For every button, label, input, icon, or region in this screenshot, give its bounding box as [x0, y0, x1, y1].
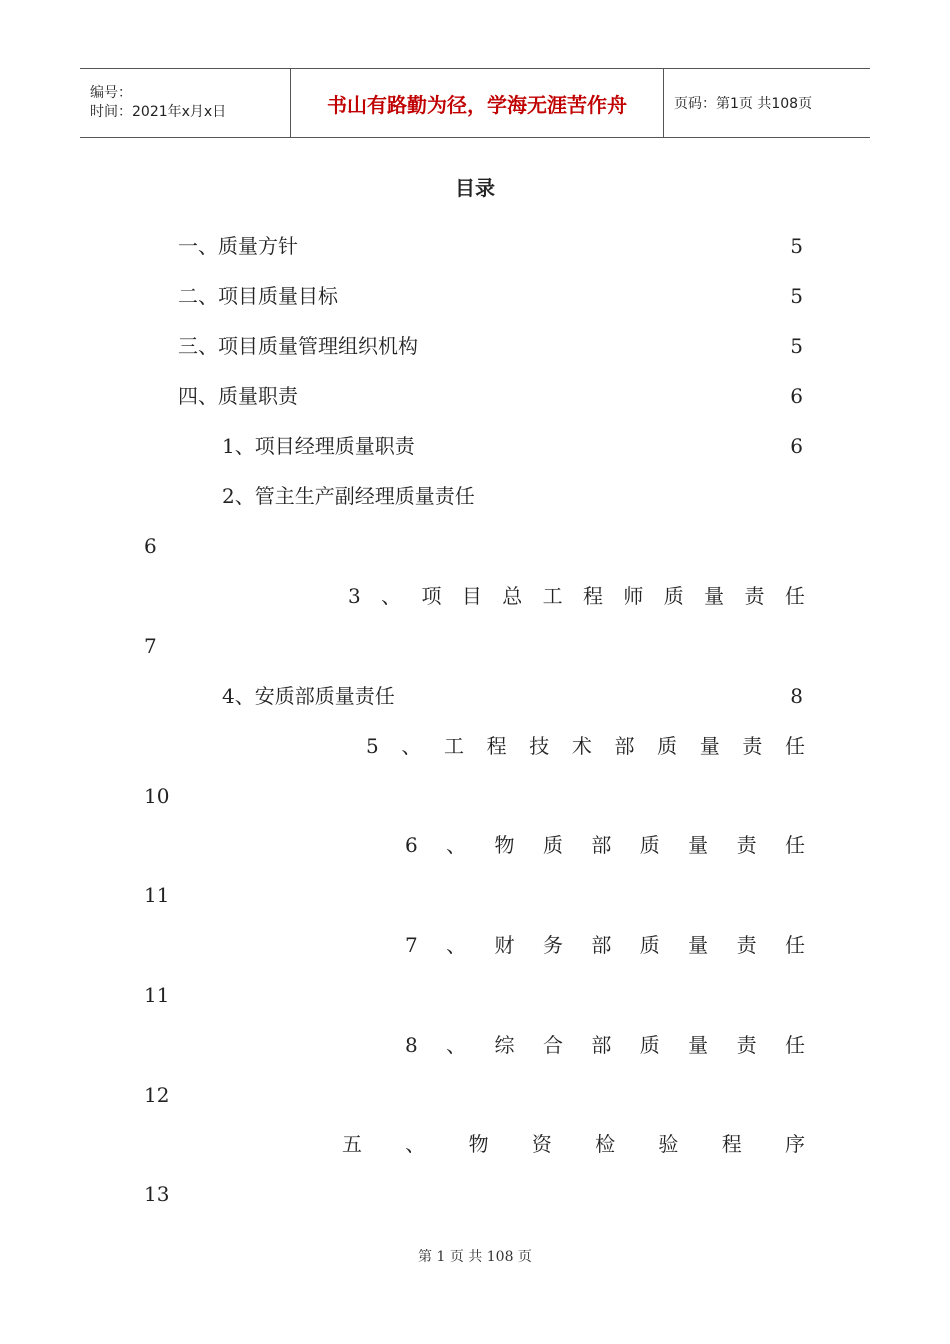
toc-label-char: 技 — [529, 734, 550, 758]
toc-page: 5 — [790, 284, 803, 308]
toc-label-char: 验 — [658, 1132, 679, 1156]
toc-label-char: 总 — [502, 584, 523, 608]
toc-label-char: 合 — [542, 1033, 563, 1057]
toc-label-char: 任 — [784, 1033, 805, 1057]
toc-label-char: 质 — [639, 1033, 660, 1057]
toc-label-char: 任 — [784, 833, 805, 857]
toc-page: 7 — [144, 634, 157, 658]
toc-page: 11 — [144, 883, 170, 907]
toc-label — [342, 1129, 805, 1159]
toc-label-char: 工 — [443, 734, 464, 758]
toc-label-char: 师 — [623, 584, 644, 608]
toc-label — [405, 830, 805, 860]
toc-label-char: 程 — [486, 734, 507, 758]
toc-entry[interactable] — [0, 281, 950, 311]
toc-label: 四、质量职责 — [178, 384, 298, 408]
toc-label-char: 3 — [348, 584, 361, 608]
toc-label-char: 量 — [688, 1033, 709, 1057]
toc-page: 10 — [144, 784, 170, 808]
toc-label-char: 任 — [784, 734, 805, 758]
toc-label-char: 责 — [742, 734, 763, 758]
toc-entry[interactable] — [0, 231, 950, 261]
toc-page: 6 — [790, 434, 803, 458]
toc-label — [405, 930, 805, 960]
toc-label-char: 责 — [736, 833, 757, 857]
toc-label-char: 量 — [688, 833, 709, 857]
toc-label-char: 质 — [639, 833, 660, 857]
toc-label: 2、管主生产副经理质量责任 — [222, 484, 475, 508]
toc-label-char: 资 — [531, 1132, 552, 1156]
toc-label-char: 部 — [591, 933, 612, 957]
toc-title: 目录 — [455, 176, 495, 200]
toc-label-char: 、 — [446, 933, 467, 957]
toc-label-char: 质 — [542, 833, 563, 857]
toc-label-char: 部 — [591, 833, 612, 857]
toc-page: 5 — [790, 234, 803, 258]
toc-label-char: 部 — [614, 734, 635, 758]
toc-label-char: 量 — [699, 734, 720, 758]
toc-page: 13 — [144, 1182, 170, 1206]
toc-label: 一、质量方针 — [178, 234, 298, 258]
toc-label — [405, 1030, 805, 1060]
toc-page: 5 — [790, 334, 803, 358]
toc-entry[interactable] — [0, 681, 950, 711]
time-label: 时间：2021年x月x日 — [90, 104, 227, 120]
toc-entry[interactable] — [0, 431, 950, 461]
toc-label-char: 7 — [405, 933, 418, 957]
toc-label-char: 、 — [381, 584, 402, 608]
toc-label-char: 质 — [639, 933, 660, 957]
toc-label-char: 5 — [366, 734, 379, 758]
toc-entry[interactable] — [0, 731, 950, 761]
toc-label-char: 检 — [595, 1132, 616, 1156]
toc-label — [366, 731, 805, 761]
toc-label-char: 部 — [591, 1033, 612, 1057]
page-footer: 第 1 页 共 108 页 — [418, 1249, 532, 1265]
toc-label-char: 项 — [421, 584, 442, 608]
toc-label-char: 量 — [704, 584, 725, 608]
toc-label — [348, 581, 805, 611]
toc-label-char: 任 — [784, 584, 805, 608]
toc-page: 6 — [144, 534, 157, 558]
toc-page: 11 — [144, 983, 170, 1007]
toc-label-char: 量 — [688, 933, 709, 957]
toc-label-char: 五 — [342, 1132, 362, 1156]
toc-label-char: 、 — [405, 1132, 426, 1156]
toc-label-char: 、 — [446, 833, 467, 857]
toc-label-char: 责 — [744, 584, 765, 608]
toc-label-char: 程 — [721, 1132, 742, 1156]
toc-label-char: 6 — [405, 833, 418, 857]
page-header — [80, 68, 870, 138]
header-meta — [80, 69, 291, 137]
toc-label-char: 质 — [657, 734, 678, 758]
toc-entry[interactable] — [0, 331, 950, 361]
toc-label-char: 务 — [542, 933, 563, 957]
toc-page: 8 — [790, 684, 803, 708]
toc-label: 1、项目经理质量职责 — [222, 434, 415, 458]
toc-entry[interactable] — [0, 381, 950, 411]
toc-label-char: 目 — [461, 584, 482, 608]
toc-label-char: 物 — [468, 1132, 489, 1156]
toc-label-char: 程 — [582, 584, 603, 608]
toc-entry[interactable] — [0, 1129, 950, 1159]
toc-page: 6 — [790, 384, 803, 408]
toc-label: 三、项目质量管理组织机构 — [178, 334, 418, 358]
toc-label-char: 任 — [784, 933, 805, 957]
toc-label-char: 责 — [736, 1033, 757, 1057]
toc-label-char: 序 — [784, 1132, 805, 1156]
toc-entry[interactable] — [0, 481, 950, 511]
toc-label-char: 责 — [736, 933, 757, 957]
toc-entry[interactable] — [0, 1030, 950, 1060]
toc-label-char: 术 — [571, 734, 592, 758]
toc-entry[interactable] — [0, 830, 950, 860]
header-motto: 书山有路勤为径，学海无涯苦作舟 — [291, 69, 664, 137]
toc-label-char: 财 — [494, 933, 515, 957]
toc-label: 4、安质部质量责任 — [222, 684, 395, 708]
toc-label-char: 质 — [663, 584, 684, 608]
header-page-info: 页码：第1页 共108页 — [674, 96, 813, 112]
toc-label-char: 、 — [401, 734, 422, 758]
toc-label-char: 综 — [494, 1033, 515, 1057]
toc-entry[interactable] — [0, 930, 950, 960]
toc-page: 12 — [144, 1083, 170, 1107]
number-label: 编号： — [90, 85, 132, 101]
toc-label-char: 8 — [405, 1033, 418, 1057]
toc-entry[interactable] — [0, 581, 950, 611]
toc-label-char: 物 — [494, 833, 515, 857]
toc-label: 二、项目质量目标 — [178, 284, 338, 308]
toc-label-char: 、 — [446, 1033, 467, 1057]
toc-label-char: 工 — [542, 584, 563, 608]
